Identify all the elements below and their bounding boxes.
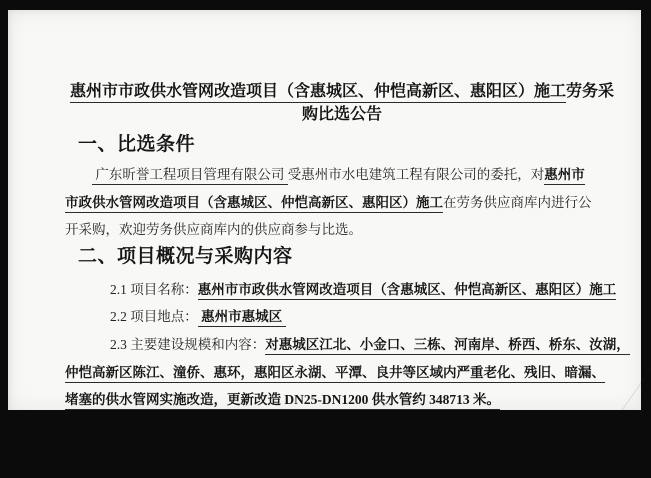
item-2-1-label: 2.1 项目名称： <box>110 282 198 297</box>
item-2-3-value: 堵塞的供水管网实施改造，更新改造 DN25-DN1200 供水管约 348713 米。 <box>65 392 500 410</box>
paragraph-text: 在劳务供应商库内进行公 <box>443 195 592 210</box>
paragraph-text: 受惠州市水电建筑工程有限公司的委托，对 <box>287 167 545 182</box>
doc-title-line-1 <box>65 83 619 101</box>
paragraph-line-2 <box>65 194 619 212</box>
emphasis-project-name: 市政供水管网改造项目（含惠城区、仲恺高新区、惠阳区）施工 <box>65 195 443 213</box>
scan-border-left <box>0 0 8 410</box>
doc-title-line-2 <box>65 106 619 124</box>
item-2-1 <box>65 281 619 299</box>
scan-border-top <box>0 0 651 10</box>
title-suffix-part2: 购比选公告 <box>301 106 382 123</box>
item-2-2 <box>65 308 619 326</box>
section-1-heading: 一、比选条件 <box>78 134 196 155</box>
scan-border-right <box>641 0 651 410</box>
title-suffix-part1: 劳务采 <box>566 83 615 100</box>
item-2-3-line-2 <box>65 364 619 382</box>
item-2-3-line-3 <box>65 391 619 409</box>
paragraph-line-3 <box>65 221 619 239</box>
paragraph-text: 开采购，欢迎劳务供应商库内的供应商参与比选。 <box>65 222 362 237</box>
item-2-2-label: 2.2 项目地点： <box>110 309 198 324</box>
item-2-3-value: 仲恺高新区陈江、潼侨、惠环，惠阳区永湖、平潭、良井等区域内严重老化、残旧、暗漏、 <box>65 365 605 383</box>
paragraph-line-1 <box>65 166 619 184</box>
item-2-2-value: 惠州市惠城区 <box>198 309 286 327</box>
document-page <box>8 10 641 410</box>
item-2-3-label: 2.3 主要建设规模和内容： <box>110 337 266 352</box>
title-project-name: 惠州市市政供水管网改造项目（含惠城区、仲恺高新区、惠阳区）施工 <box>70 83 566 103</box>
section-2-heading: 二、项目概况与采购内容 <box>78 246 293 267</box>
agency-name: 广东昕誉工程项目管理有限公司 <box>92 167 288 185</box>
item-2-3-value: 对惠城区江北、小金口、三栋、河南岸、桥西、桥东、汝湖， <box>265 337 630 355</box>
item-2-1-value: 惠州市市政供水管网改造项目（含惠城区、仲恺高新区、惠阳区）施工 <box>198 282 617 300</box>
emphasis-city: 惠州市 <box>544 167 585 185</box>
item-2-3-line-1 <box>65 336 630 354</box>
